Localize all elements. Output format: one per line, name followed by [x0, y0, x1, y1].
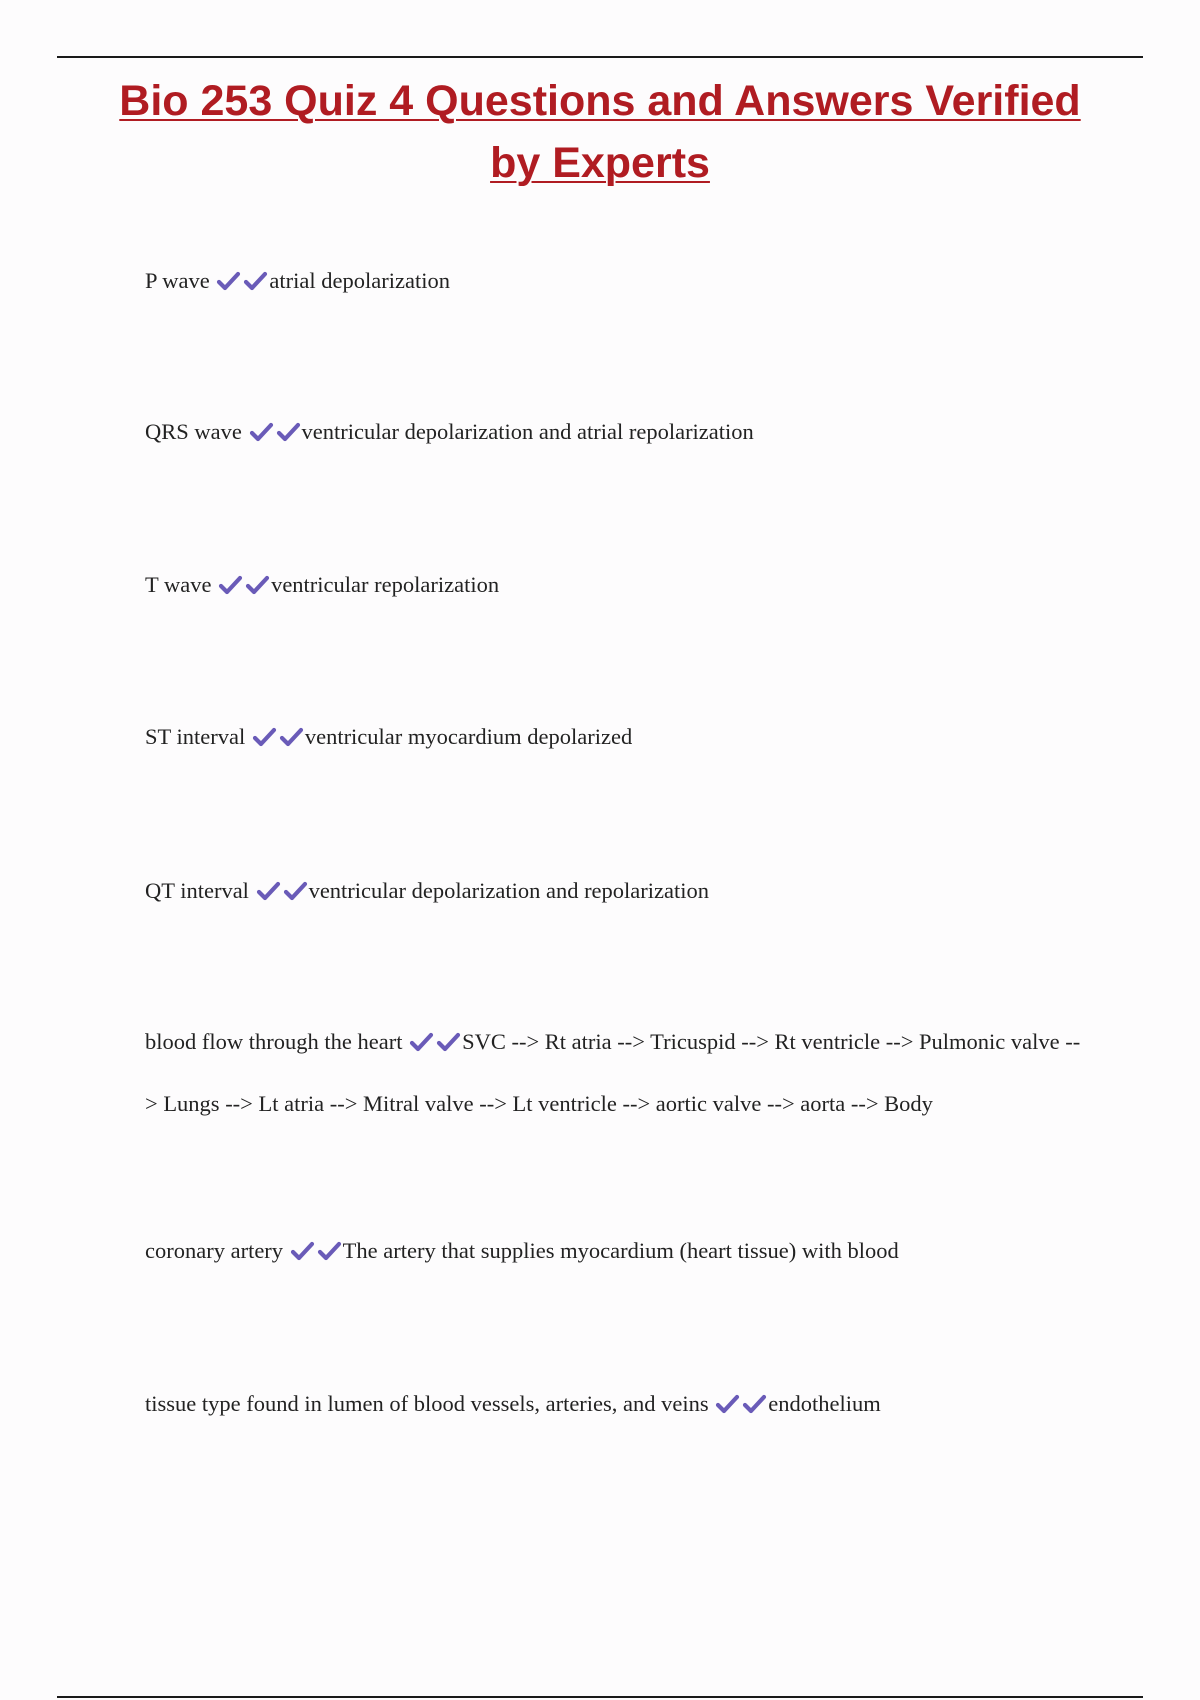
- qa-term: tissue type found in lumen of blood vessels, arteries, and veins: [145, 1391, 709, 1416]
- check-icon: [290, 1241, 315, 1261]
- qa-term: P wave: [145, 268, 210, 293]
- qa-term: coronary artery: [145, 1238, 284, 1263]
- qa-item-qrs-wave: [145, 401, 1085, 463]
- check-icon: [218, 575, 243, 595]
- check-icon: [317, 1241, 342, 1261]
- check-icon: [279, 727, 304, 747]
- qa-term: ST interval: [145, 724, 246, 749]
- qa-answer: endothelium: [768, 1391, 881, 1416]
- check-icon: [276, 422, 301, 442]
- check-icon: [243, 271, 268, 291]
- qa-term: blood flow through the heart: [145, 1029, 403, 1054]
- qa-answer: ventricular depolarization and atrial repolarization: [301, 419, 754, 444]
- qa-answer: ventricular repolarization: [271, 572, 500, 597]
- qa-answer: SVC --> Rt atria --> Tricuspid --> Rt ventricle --> Pulmonic valve --> Lungs --> Lt atria --> Mitral valve --> Lt ventricle --> aortic valve --> aorta --> Body: [145, 1029, 1081, 1116]
- qa-item-qt-interval: [145, 860, 1085, 922]
- qa-answer: atrial depolarization: [269, 268, 450, 293]
- check-icon: [249, 422, 274, 442]
- qa-answer: ventricular depolarization and repolarization: [308, 878, 710, 903]
- qa-answer: The artery that supplies myocardium (heart tissue) with blood: [342, 1238, 899, 1263]
- qa-item-t-wave: [145, 554, 1085, 616]
- check-icon: [436, 1032, 461, 1052]
- top-rule: [57, 56, 1143, 58]
- qa-item-coronary-artery: [145, 1220, 1085, 1282]
- check-icon: [252, 727, 277, 747]
- check-icon: [715, 1394, 740, 1414]
- qa-term: T wave: [145, 572, 212, 597]
- qa-item-tissue-type: [145, 1373, 1085, 1435]
- check-icon: [245, 575, 270, 595]
- check-icon: [409, 1032, 434, 1052]
- qa-answer: ventricular myocardium depolarized: [304, 724, 633, 749]
- qa-term: QT interval: [145, 878, 249, 903]
- qa-term: QRS wave: [145, 419, 242, 444]
- check-icon: [742, 1394, 767, 1414]
- check-icon: [216, 271, 241, 291]
- document-title: Bio 253 Quiz 4 Questions and Answers Verified by Experts: [119, 77, 1081, 187]
- qa-item-st-interval: [145, 706, 1085, 768]
- bottom-rule: [57, 1696, 1143, 1698]
- check-icon: [256, 881, 281, 901]
- qa-item-p-wave: [145, 250, 1085, 312]
- qa-item-blood-flow: [145, 1011, 1085, 1135]
- check-icon: [283, 881, 308, 901]
